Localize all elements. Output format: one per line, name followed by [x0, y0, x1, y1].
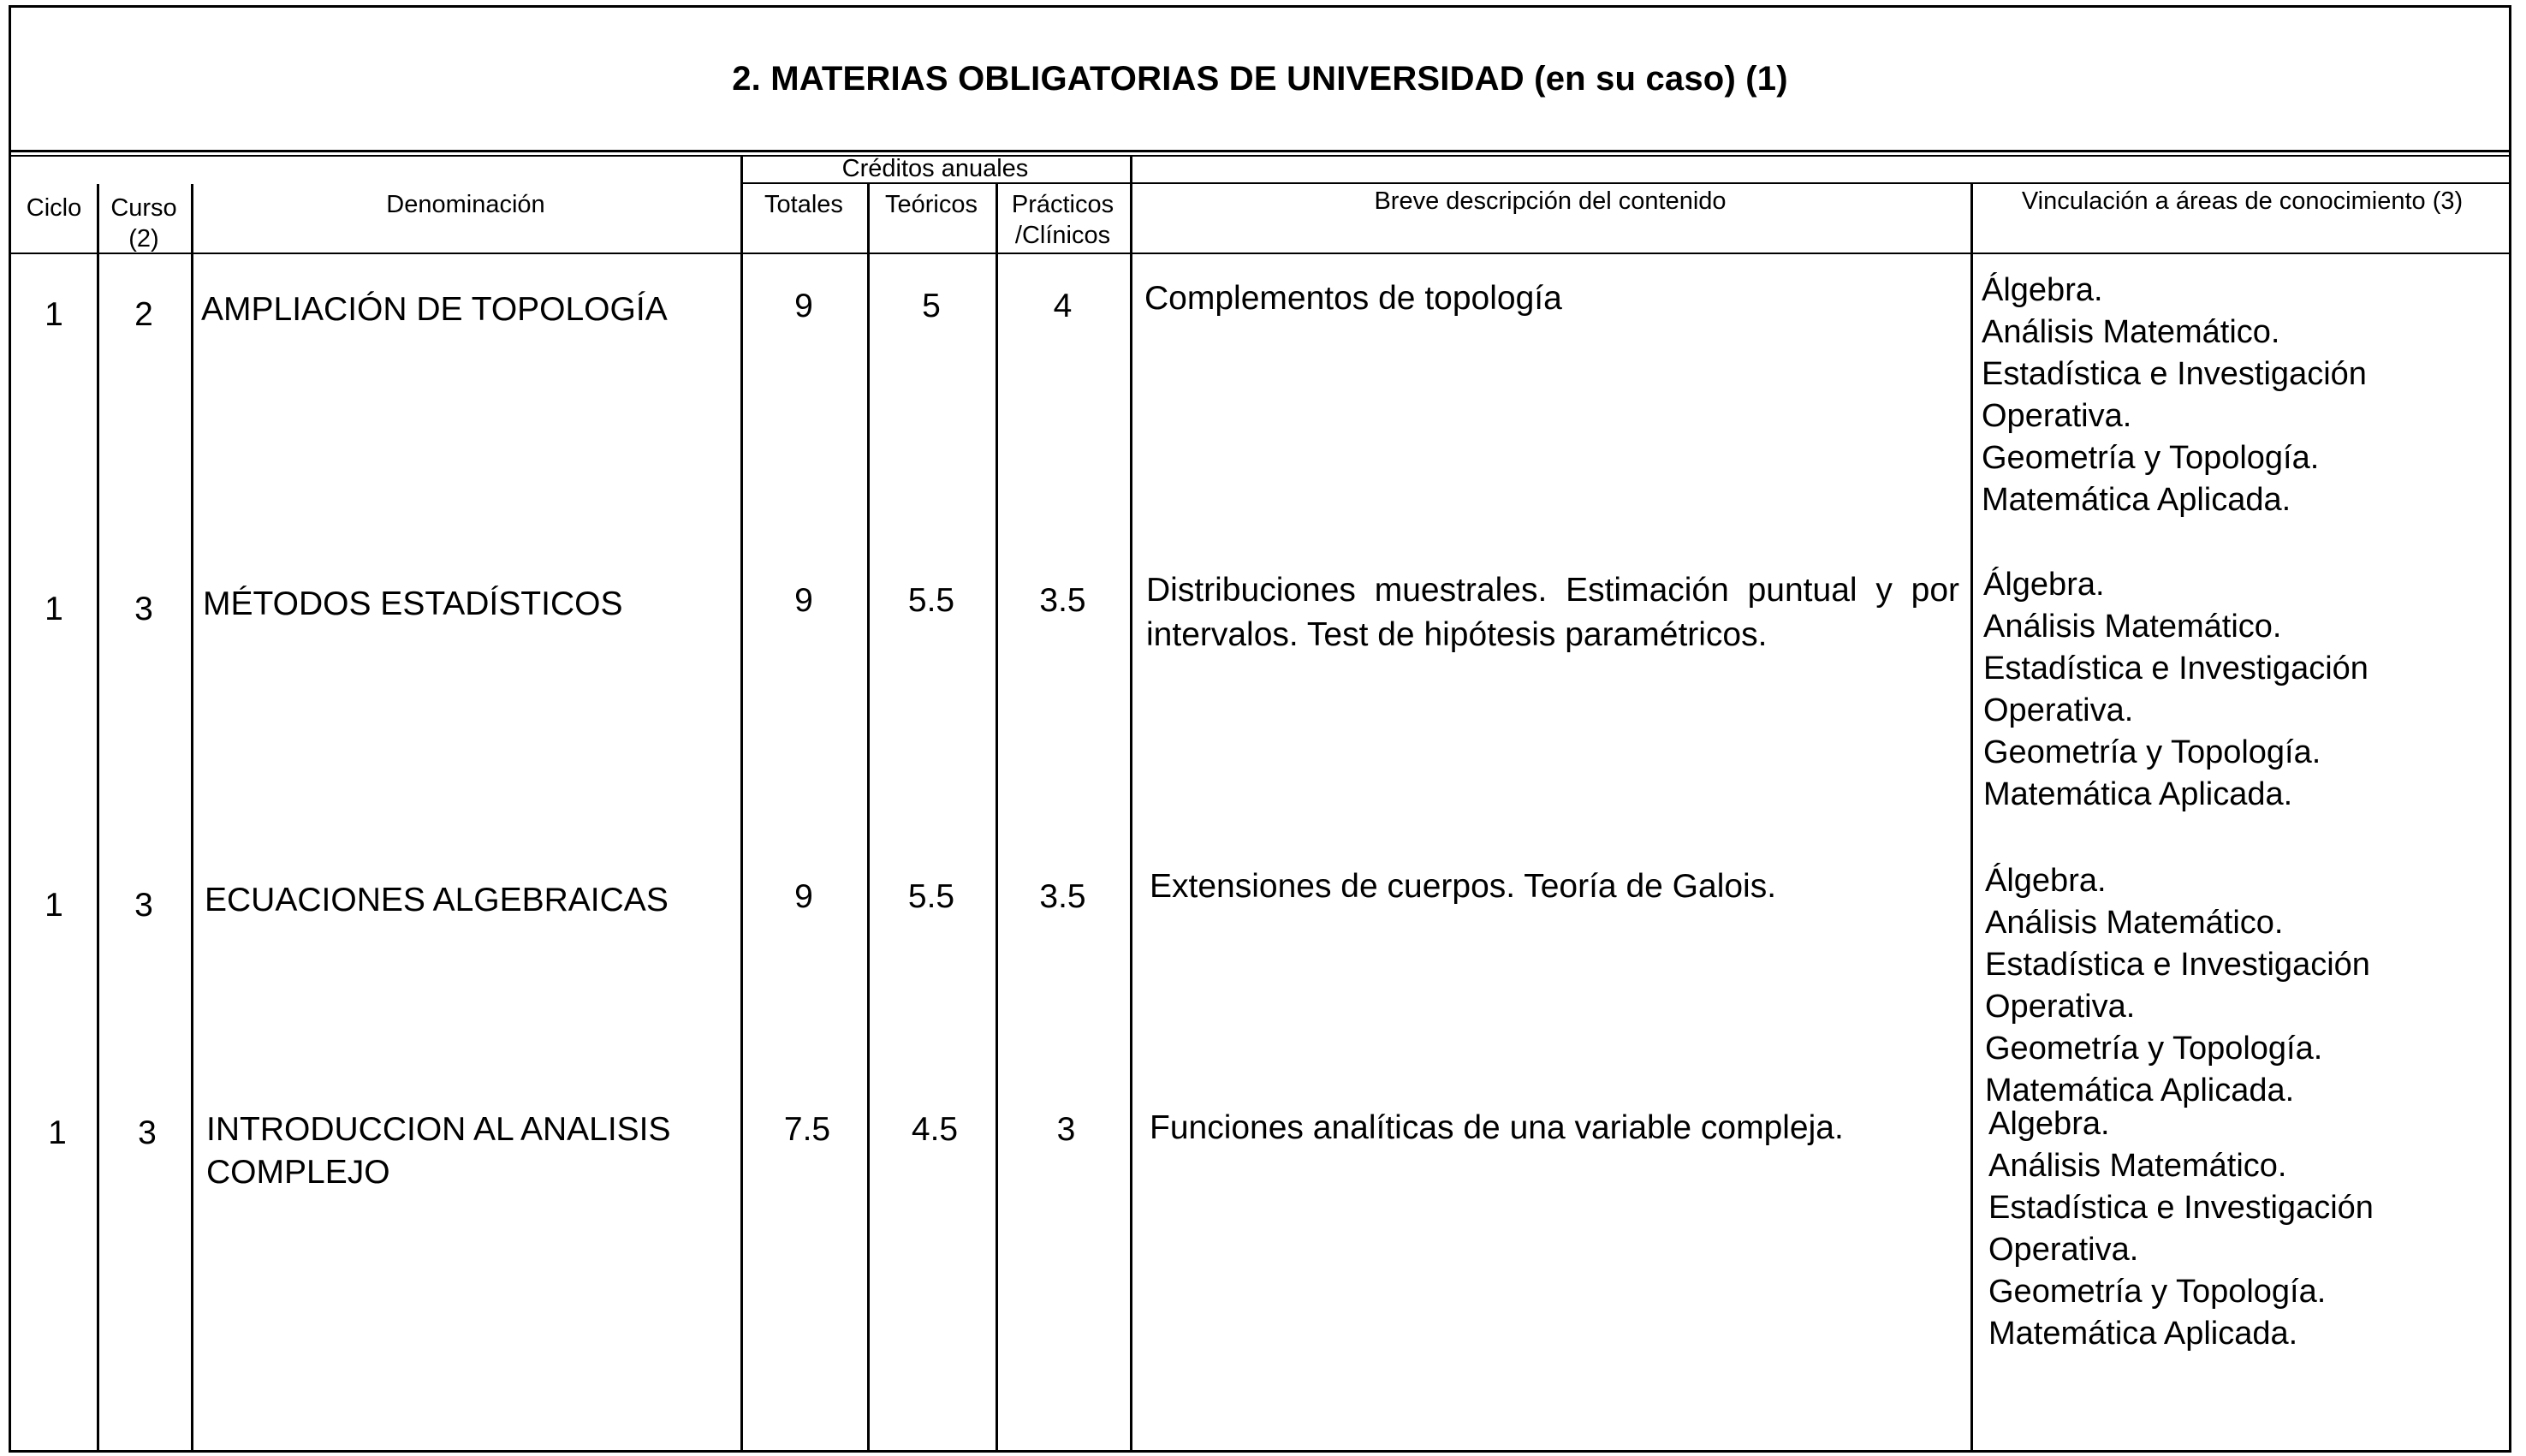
header-denominacion: Denominación — [386, 191, 545, 218]
area-item: Estadística e Investigación — [1988, 1190, 2374, 1226]
area-item: Matemática Aplicada. — [1988, 1316, 2298, 1352]
row2-curso: 3 — [134, 591, 153, 627]
row4-totales: 7.5 — [783, 1111, 831, 1148]
row3-descripcion: Extensiones de cuerpos. Teoría de Galois. — [1150, 868, 1777, 905]
col-divider-totales — [867, 184, 870, 1450]
area-item: Análisis Matemático. — [1985, 905, 2284, 941]
area-item: Geometría y Topología. — [1982, 440, 2320, 476]
area-item: Estadística e Investigación — [1982, 356, 2367, 392]
row1-denominacion: AMPLIACIÓN DE TOPOLOGÍA — [201, 291, 668, 328]
row2-ciclo: 1 — [45, 591, 63, 627]
col-divider-practicos — [1130, 155, 1132, 1450]
row3-practicos: 3.5 — [1039, 878, 1086, 915]
row2-practicos: 3.5 — [1039, 582, 1086, 619]
header-curso-note: (2) — [128, 225, 159, 253]
area-item: Álgebra. — [1982, 272, 2103, 308]
row2-descripcion: Distribuciones muestrales. Estimación puntual y por intervalos. Test de hipótesis paramétricos. — [1146, 572, 1959, 653]
area-item: Operativa. — [1983, 692, 2134, 728]
area-item: Matemática Aplicada. — [1983, 776, 2293, 812]
row4-descripcion: Funciones analíticas de una variable compleja. — [1150, 1109, 1844, 1146]
header-clinicos: /Clínicos — [1014, 222, 1111, 249]
col-divider-ciclo — [97, 184, 99, 1450]
area-item: Operativa. — [1985, 989, 2136, 1025]
row2-areas — [1983, 564, 2505, 816]
header-curso: Curso — [110, 194, 177, 222]
row3-denominacion: ECUACIONES ALGEBRAICAS — [205, 882, 669, 918]
area-item: Estadística e Investigación — [1983, 651, 2368, 686]
row3-totales: 9 — [794, 878, 813, 915]
table-frame — [9, 5, 2511, 1453]
col-divider-curso — [191, 184, 193, 1450]
area-item: Análisis Matemático. — [1988, 1148, 2287, 1184]
area-item: Álgebra. — [1985, 863, 2107, 899]
area-item: Matemática Aplicada. — [1982, 482, 2291, 518]
row4-teoricos: 4.5 — [911, 1111, 959, 1148]
header-vinculacion: Vinculación a áreas de conocimiento (3) — [2021, 187, 2464, 215]
row2-totales: 9 — [794, 582, 813, 619]
area-item: Operativa. — [1988, 1232, 2139, 1268]
col-divider-teoricos — [996, 184, 998, 1450]
row3-curso: 3 — [134, 887, 153, 924]
header-teoricos: Teóricos — [885, 191, 978, 218]
row4-areas — [1988, 1103, 2511, 1355]
col-divider-denominacion — [740, 155, 743, 1450]
page-title: 2. MATERIAS OBLIGATORIAS DE UNIVERSIDAD (en su caso) (1) — [732, 59, 1788, 98]
area-item: Algebra. — [1988, 1106, 2110, 1142]
header-top-rule — [11, 155, 2509, 157]
area-item: Geometría y Topología. — [1983, 734, 2321, 770]
row3-ciclo: 1 — [45, 887, 63, 924]
header-bottom-rule — [11, 253, 2509, 254]
row3-teoricos: 5.5 — [907, 878, 955, 915]
row2-denominacion: MÉTODOS ESTADÍSTICOS — [203, 585, 623, 622]
area-item: Matemática Aplicada. — [1985, 1073, 2295, 1108]
row1-curso: 2 — [134, 296, 153, 333]
area-item: Geometría y Topología. — [1985, 1031, 2323, 1067]
row4-ciclo: 1 — [48, 1114, 67, 1151]
area-item: Álgebra. — [1983, 567, 2105, 603]
area-item: Geometría y Topología. — [1988, 1274, 2327, 1310]
col-divider-descripcion — [1970, 184, 1973, 1450]
title-box — [11, 8, 2509, 152]
row2-teoricos: 5.5 — [907, 582, 955, 619]
header-creditos-anuales: Créditos anuales — [841, 155, 1029, 182]
header-ciclo: Ciclo — [26, 194, 82, 222]
row1-ciclo: 1 — [45, 296, 63, 333]
area-item: Análisis Matemático. — [1983, 609, 2282, 645]
header-totales: Totales — [764, 191, 843, 218]
header-descripcion: Breve descripción del contenido — [1374, 187, 1727, 215]
row1-practicos: 4 — [1053, 288, 1073, 324]
area-item: Operativa. — [1982, 398, 2132, 434]
row4-curso: 3 — [138, 1114, 157, 1151]
row1-descripcion: Complementos de topología — [1144, 280, 1562, 317]
row4-denominacion: INTRODUCCION AL ANALISIS COMPLEJO — [206, 1111, 671, 1191]
area-item: Estadística e Investigación — [1985, 947, 2370, 983]
row4-practicos: 3 — [1056, 1111, 1076, 1148]
area-item: Análisis Matemático. — [1982, 314, 2280, 350]
row1-totales: 9 — [794, 288, 813, 324]
row1-areas — [1982, 270, 2504, 521]
header-practicos: Prácticos — [1011, 191, 1114, 218]
row3-areas — [1985, 860, 2507, 1112]
row1-teoricos: 5 — [922, 288, 941, 324]
